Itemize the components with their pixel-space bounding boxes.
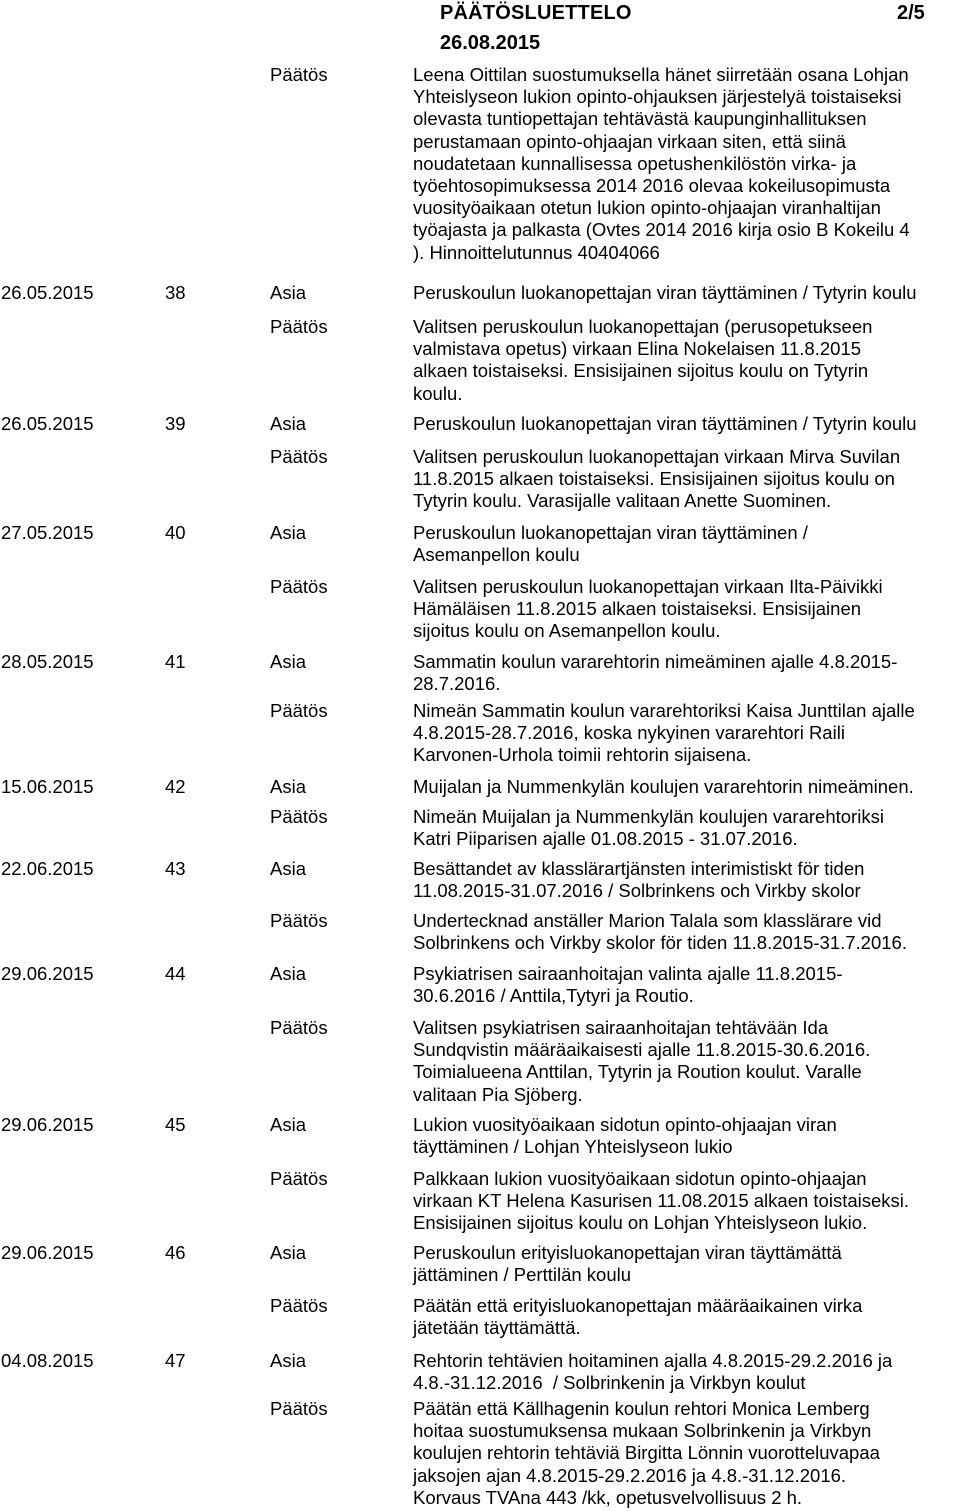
decision-text-line: vuosityöaikaan otetun lukion opinto-ohjaajan viranhaltijan	[413, 197, 881, 219]
subject-text-line: täyttäminen / Lohjan Yhteislyseon lukio	[413, 1136, 733, 1158]
decision-text-line: sijoitus koulu on Asemanpellon koulu.	[413, 620, 721, 642]
subject-text-line: Sammatin koulun vararehtorin nimeäminen ajalle 4.8.2015-	[413, 651, 898, 672]
decision-text	[413, 1017, 870, 1106]
decision-text-line: perustamaan opinto-ohjaajan virkaan siten, että siinä	[413, 130, 846, 152]
subject-label: Asia	[270, 1114, 306, 1135]
decision-label: Päätös	[270, 910, 328, 931]
decision-text-line: Solbrinkens och Virkby skolor för tiden 11.8.2015-31.7.2016.	[413, 932, 907, 954]
decision-text	[413, 1398, 880, 1509]
entry-date: 29.06.2015	[1, 1114, 94, 1135]
entry-date: 29.06.2015	[1, 963, 94, 984]
decision-label: Päätös	[270, 1398, 328, 1419]
decision-text-line: valitaan Pia Sjöberg.	[413, 1083, 583, 1105]
decision-text-line: Korvaus TVAna 443 /kk, opetusvelvollisuus 2 h.	[413, 1486, 803, 1508]
subject-label: Asia	[270, 963, 306, 984]
subject-text-line: 28.7.2016.	[413, 673, 501, 695]
decision-text-line: Nimeän Muijalan ja Nummenkylän koulujen vararehtoriksi	[413, 806, 884, 827]
decision-label: Päätös	[270, 1017, 328, 1038]
subject-text-line: Rehtorin tehtävien hoitaminen ajalla 4.8.2015-29.2.2016 ja	[413, 1350, 893, 1371]
entry-date: 15.06.2015	[1, 776, 94, 797]
subject-label: Asia	[270, 522, 306, 543]
subject-text-line: Peruskoulun luokanopettajan viran täyttäminen / Tytyrin koulu	[413, 413, 917, 434]
decision-text-line: Karvonen-Urhola toimii rehtorin sijaisena.	[413, 744, 752, 766]
decision-text	[413, 446, 900, 513]
document-date: 26.08.2015	[440, 32, 541, 54]
decision-text-line: Ensisijainen sijoitus koulu on Lohjan Yhteislyseon lukio.	[413, 1212, 868, 1234]
decision-text	[413, 910, 907, 954]
page-number: 2/5	[897, 2, 925, 24]
decision-text-line: hoitaa suostumuksensa mukaan Solbrinkenin ja Virkbyn	[413, 1420, 872, 1442]
decision-text-line: noudatetaan kunnallisessa opetushenkilöstön virka- ja	[413, 152, 857, 174]
entry-number: 39	[165, 413, 186, 434]
subject-text-line: 11.08.2015-31.07.2016 / Solbrinkens och Virkby skolor	[413, 880, 861, 902]
subject-text	[413, 963, 843, 1007]
subject-label: Asia	[270, 1242, 306, 1263]
entry-number: 44	[165, 963, 186, 984]
entry-number: 41	[165, 651, 186, 672]
decision-label: Päätös	[270, 446, 328, 467]
decision-text-line: Valitsen peruskoulun luokanopettajan virkaan Ilta-Päivikki	[413, 576, 883, 597]
subject-label: Asia	[270, 776, 306, 797]
entry-number: 40	[165, 522, 186, 543]
subject-text-line: Muijalan ja Nummenkylän koulujen vararehtorin nimeäminen.	[413, 776, 914, 797]
decision-text-line: jätetään täyttämättä.	[413, 1317, 581, 1339]
entry-date: 27.05.2015	[1, 522, 94, 543]
decision-label: Päätös	[270, 806, 328, 827]
subject-text	[413, 651, 897, 695]
decision-text	[413, 316, 872, 405]
decision-text-line: Palkkaan lukion vuosityöaikaan sidotun opinto-ohjaajan	[413, 1168, 867, 1189]
decision-text-line: virkaan KT Helena Kasurisen 11.08.2015 alkaen toistaiseksi.	[413, 1190, 910, 1212]
subject-text-line: Peruskoulun erityisluokanopettajan viran täyttämättä	[413, 1242, 842, 1263]
decision-text-line: Yhteislyseon lukion opinto-ohjauksen järjestelyä toistaiseksi	[413, 86, 902, 108]
subject-label: Asia	[270, 858, 306, 879]
decision-text	[413, 806, 884, 850]
decision-text-line: Tytyrin koulu. Varasijalle valitaan Anette Suominen.	[413, 490, 832, 512]
decision-text	[413, 1168, 909, 1235]
decision-text	[413, 700, 915, 767]
entry-date: 26.05.2015	[1, 282, 94, 303]
document-title: PÄÄTÖSLUETTELO	[440, 2, 632, 24]
subject-text	[413, 522, 808, 566]
subject-text	[413, 1114, 837, 1158]
decision-label: Päätös	[270, 1168, 328, 1189]
subject-text	[413, 282, 917, 304]
decision-text-line: jaksojen ajan 4.8.2015-29.2.2016 ja 4.8.-31.12.2016.	[413, 1464, 847, 1486]
entry-number: 45	[165, 1114, 186, 1135]
entry-date: 04.08.2015	[1, 1350, 94, 1371]
decision-label: Päätös	[270, 64, 328, 85]
decision-text-line: Nimeän Sammatin koulun vararehtoriksi Kaisa Junttilan ajalle	[413, 700, 915, 721]
subject-label: Asia	[270, 413, 306, 434]
subject-text-line: Peruskoulun luokanopettajan viran täyttäminen /	[413, 522, 808, 543]
entry-date: 28.05.2015	[1, 651, 94, 672]
subject-label: Asia	[270, 1350, 306, 1371]
subject-text-line: Lukion vuosityöaikaan sidotun opinto-ohjaajan viran	[413, 1114, 837, 1135]
decision-text-line: alkaen toistaiseksi. Ensisijainen sijoitus koulu on Tytyrin	[413, 360, 869, 382]
subject-text-line: 30.6.2016 / Anttila,Tytyri ja Routio.	[413, 985, 694, 1007]
decision-text-line: Valitsen peruskoulun luokanopettajan virkaan Mirva Suvilan	[413, 446, 901, 467]
entry-number: 42	[165, 776, 186, 797]
decision-text-line: työajasta ja palkasta (Ovtes 2014 2016 kirja osio B Kokeilu 4	[413, 219, 910, 241]
subject-text-line: Psykiatrisen sairaanhoitajan valinta ajalle 11.8.2015-	[413, 963, 843, 984]
subject-text	[413, 413, 917, 435]
subject-text	[413, 858, 864, 902]
decision-text	[413, 1295, 862, 1339]
decision-label: Päätös	[270, 1295, 328, 1316]
entry-number: 47	[165, 1350, 186, 1371]
subject-text	[413, 776, 914, 798]
entry-number: 43	[165, 858, 186, 879]
decision-text-line: Undertecknad anställer Marion Talala som klasslärare vid	[413, 910, 882, 931]
decision-text-line: olevasta tuntiopettajan tehtävästä kaupunginhallituksen	[413, 108, 867, 130]
decision-text-line: Hämäläisen 11.8.2015 alkaen toistaiseksi. Ensisijainen	[413, 598, 862, 620]
subject-label: Asia	[270, 651, 306, 672]
decision-text-line: Päätän että Källhagenin koulun rehtori Monica Lemberg	[413, 1398, 870, 1419]
decision-text-line: 11.8.2015 alkaen toistaiseksi. Ensisijainen sijoitus koulu on	[413, 468, 895, 490]
decision-text-line: Päätän että erityisluokanopettajan määräaikainen virka	[413, 1295, 863, 1316]
subject-text-line: jättäminen / Perttilän koulu	[413, 1264, 632, 1286]
decision-text	[413, 64, 910, 264]
subject-text-line: Peruskoulun luokanopettajan viran täyttäminen / Tytyrin koulu	[413, 282, 917, 303]
entry-number: 46	[165, 1242, 186, 1263]
subject-text-line: Asemanpellon koulu	[413, 544, 580, 566]
entry-date: 22.06.2015	[1, 858, 94, 879]
decision-text-line: Katri Piiparisen ajalle 01.08.2015 - 31.07.2016.	[413, 828, 798, 850]
decision-text-line: koulujen rehtorin tehtäviä Birgitta Lönnin vuorotteluvapaa	[413, 1442, 880, 1464]
decision-label: Päätös	[270, 700, 328, 721]
subject-label: Asia	[270, 282, 306, 303]
decision-text-line: Valitsen peruskoulun luokanopettajan (perusopetukseen	[413, 316, 873, 337]
entry-number: 38	[165, 282, 186, 303]
subject-text	[413, 1350, 892, 1394]
decision-text-line: Leena Oittilan suostumuksella hänet siirretään osana Lohjan	[413, 64, 909, 85]
decision-text-line: Sundqvistin määräaikaisesti ajalle 11.8.2015-30.6.2016.	[413, 1039, 871, 1061]
decision-text-line: työehtosopimuksessa 2014 2016 olevaa kokeilusopimusta	[413, 174, 891, 196]
subject-text	[413, 1242, 842, 1286]
decision-text-line: valmistava opetus) virkaan Elina Nokelaisen 11.8.2015	[413, 338, 862, 360]
decision-text-line: 4.8.2015-28.7.2016, koska nykyinen vararehtori Raili	[413, 722, 845, 744]
decision-label: Päätös	[270, 576, 328, 597]
decision-text-line: Valitsen psykiatrisen sairaanhoitajan tehtävään Ida	[413, 1017, 829, 1038]
decision-label: Päätös	[270, 316, 328, 337]
entry-date: 26.05.2015	[1, 413, 94, 434]
entry-date: 29.06.2015	[1, 1242, 94, 1263]
decision-text-line: ). Hinnoittelutunnus 40404066	[413, 241, 660, 263]
subject-text-line: Besättandet av klasslärartjänsten interimistiskt för tiden	[413, 858, 865, 879]
subject-text-line: 4.8.-31.12.2016 / Solbrinkenin ja Virkbyn koulut	[413, 1372, 806, 1394]
decision-text-line: Toimialueena Anttilan, Tytyrin ja Roution koulut. Varalle	[413, 1061, 862, 1083]
decision-text-line: koulu.	[413, 382, 463, 404]
decision-text	[413, 576, 883, 643]
